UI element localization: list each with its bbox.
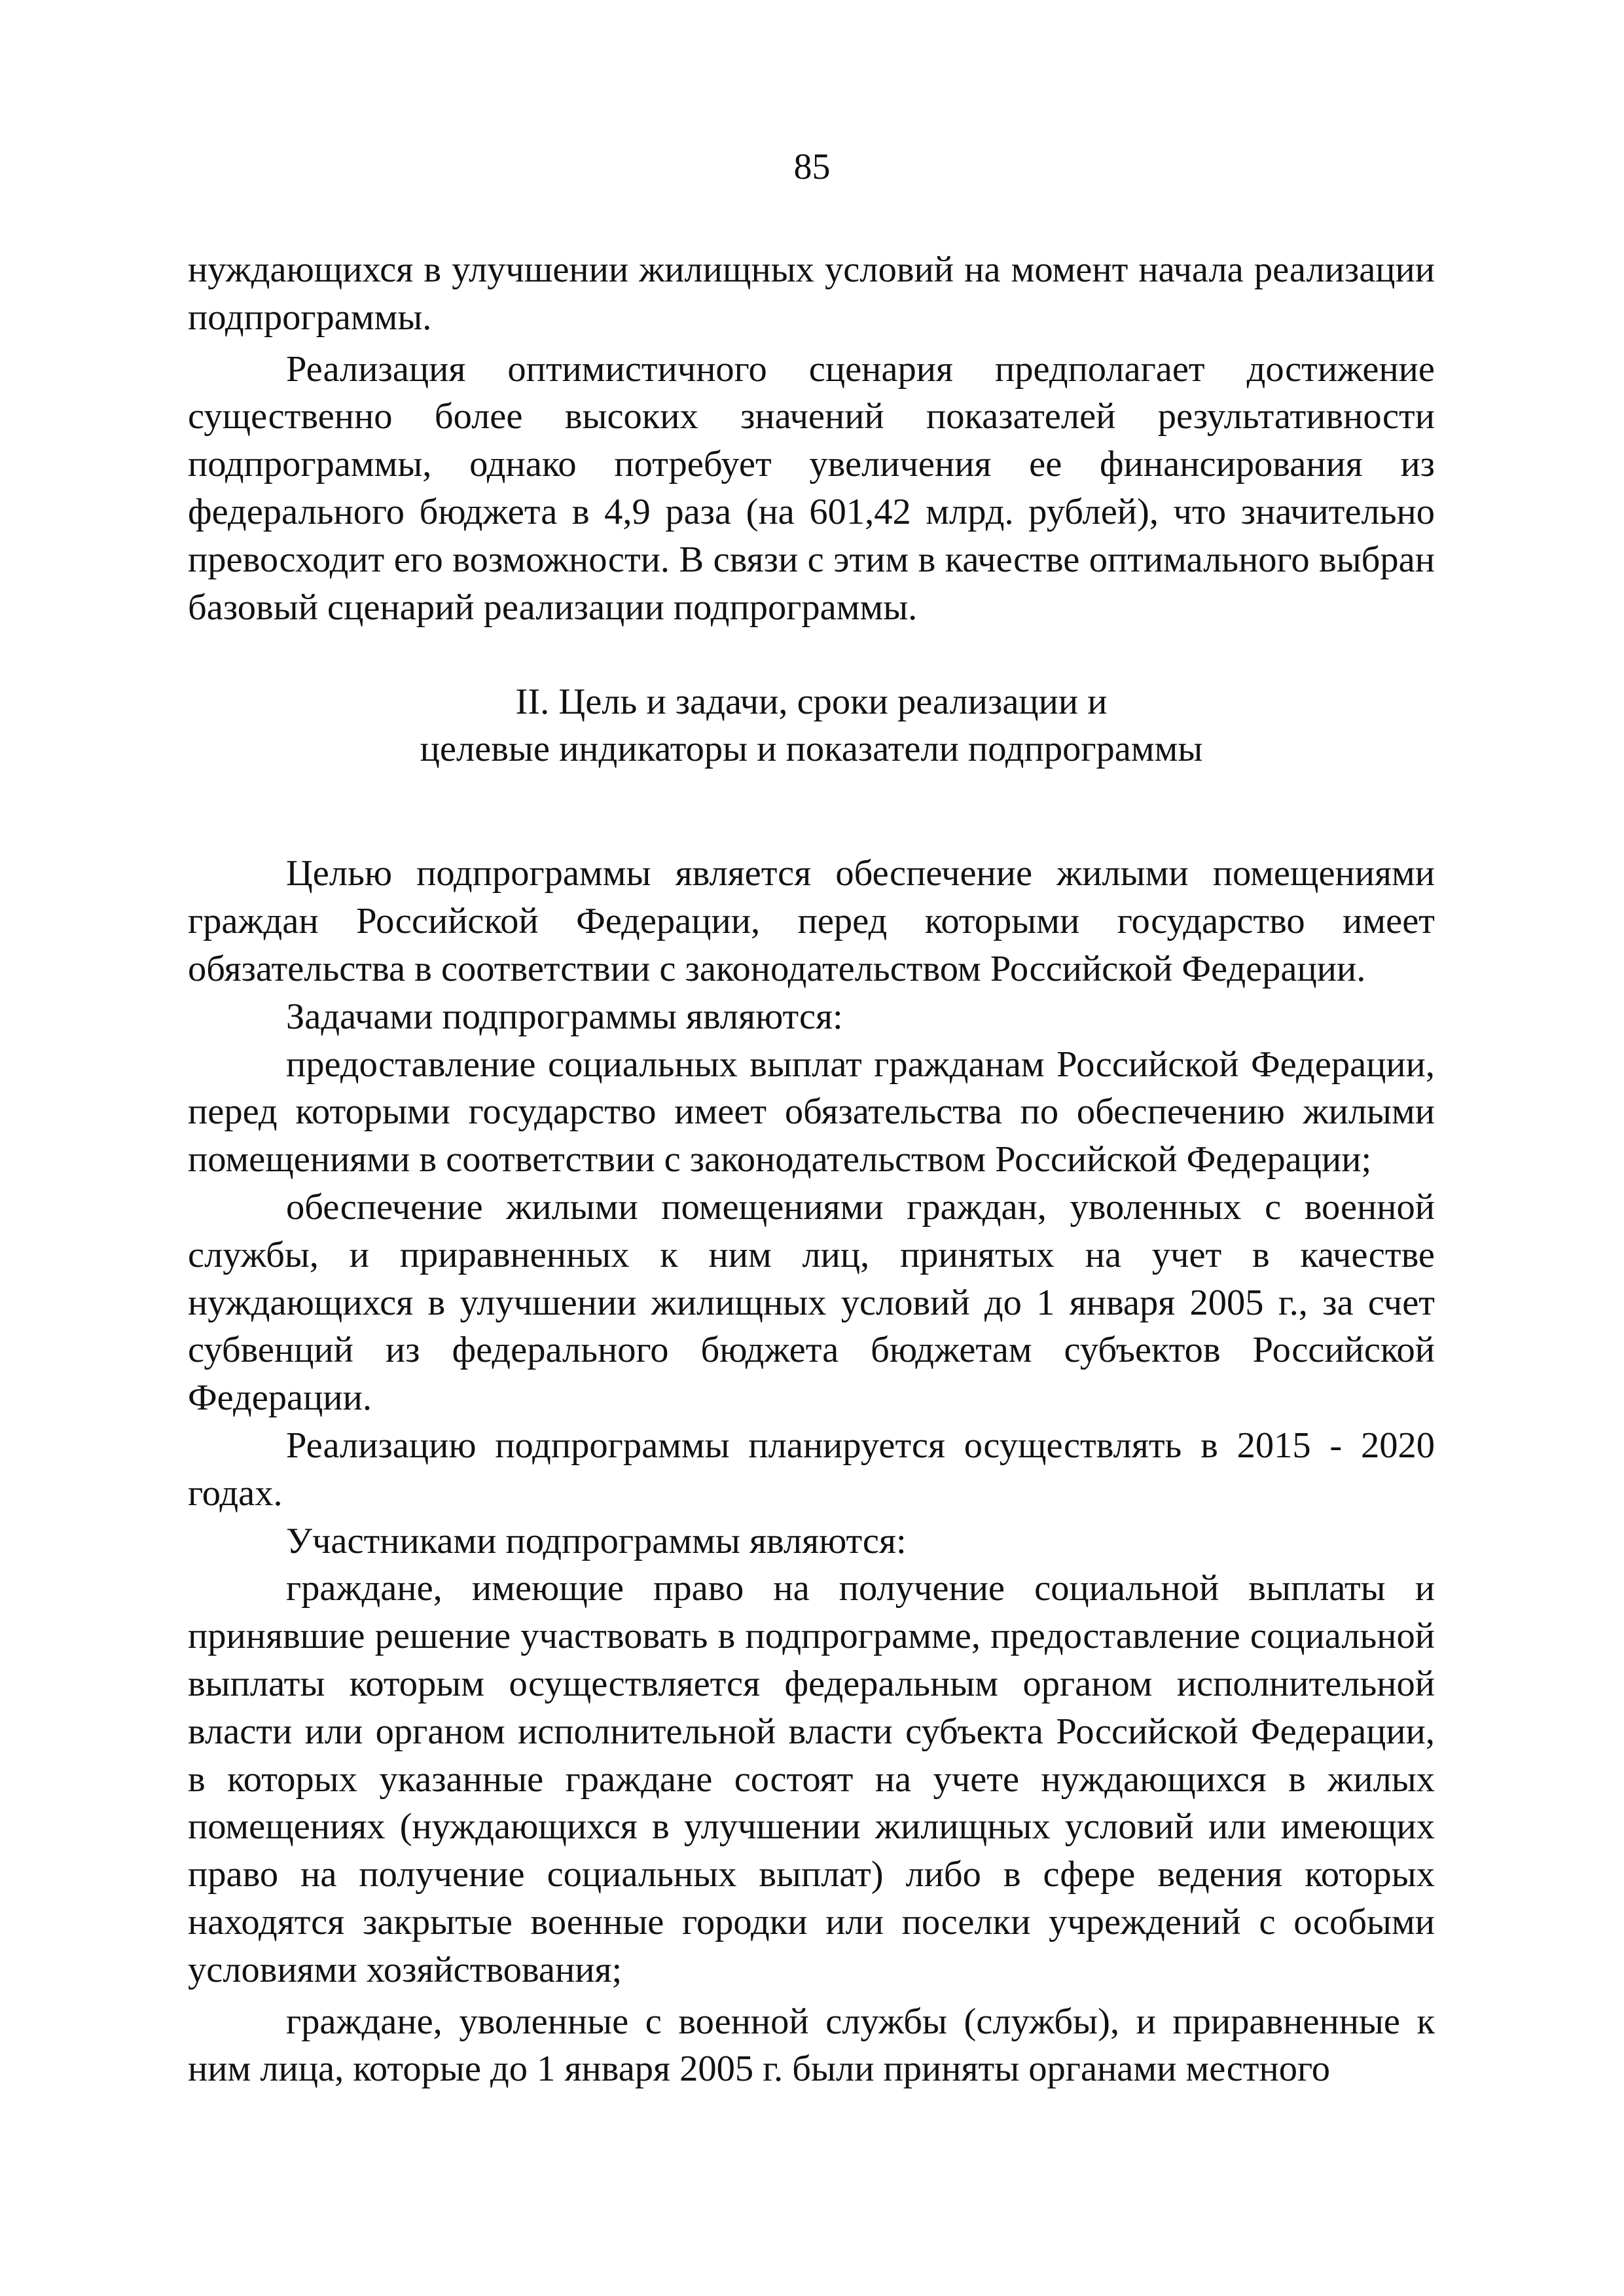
- paragraph-task-1: предоставление социальных выплат гражданам Российской Федерации, перед которыми государство имеет обязательства по обеспечению жилыми помещениями в соответствии с законодательством Российской Федерации;: [188, 1044, 1435, 1180]
- document-body: [188, 246, 1435, 2093]
- paragraph-optimistic-scenario: Реализация оптимистичного сценария предполагает достижение существенно более высоких значений показателей результативности подпрограммы, однако потребует увеличения ее финансирования из федерального бюджета в 4,9 раза (на 601,42 млрд. рублей), что значительно превосходит его возможности. В связи с этим в качестве оптимального выбран базовый сценарий реализации подпрограммы.: [188, 348, 1435, 628]
- paragraph-timeline: Реализацию подпрограммы планируется осуществлять в 2015 - 2020 годах.: [188, 1425, 1435, 1514]
- section-heading: [188, 678, 1435, 773]
- paragraph-task-2: обеспечение жилыми помещениями граждан, уволенных с военной службы, и приравненных к ним лиц, принятых на учет в качестве нуждающихся в улучшении жилищных условий до 1 января 2005 г., за счет субвенций из федерального бюджета бюджетам субъектов Российской Федерации.: [188, 1186, 1435, 1419]
- section-heading-line-1: II. Цель и задачи, сроки реализации и: [515, 682, 1108, 723]
- paragraph-participants-2: граждане, уволенные с военной службы (службы), и приравненные к ним лица, которые до 1 января 2005 г. были приняты органами местного: [188, 2001, 1435, 2090]
- section-heading-line-2: целевые индикаторы и показатели подпрограммы: [420, 729, 1203, 770]
- paragraph-participants-intro: Участниками подпрограммы являются:: [286, 1520, 907, 1561]
- paragraph-tasks-intro: Задачами подпрограммы являются:: [286, 996, 843, 1037]
- paragraph-continuation: нуждающихся в улучшении жилищных условий на момент начала реализации подпрограммы.: [188, 249, 1435, 338]
- page-number: 85: [793, 147, 831, 187]
- paragraph-participants-1: граждане, имеющие право на получение социальной выплаты и принявшие решение участвовать в подпрограмме, предоставление социальной выплаты которым осуществляется федеральным органом исполнительной власти или органом исполнительной власти субъекта Российской Федерации, в которых указанные граждане состоят на учете нуждающихся в жилых помещениях (нуждающихся в улучшении жилищных условий или имеющих право на получение социальных выплат) либо в сфере ведения которых находятся закрытые военные городки или поселки учреждений с особыми условиями хозяйствования;: [188, 1568, 1435, 1990]
- paragraph-goal: Целью подпрограммы является обеспечение жилыми помещениями граждан Российской Федерации, перед которыми государство имеет обязательства в соответствии с законодательством Российской Федерации.: [188, 853, 1435, 989]
